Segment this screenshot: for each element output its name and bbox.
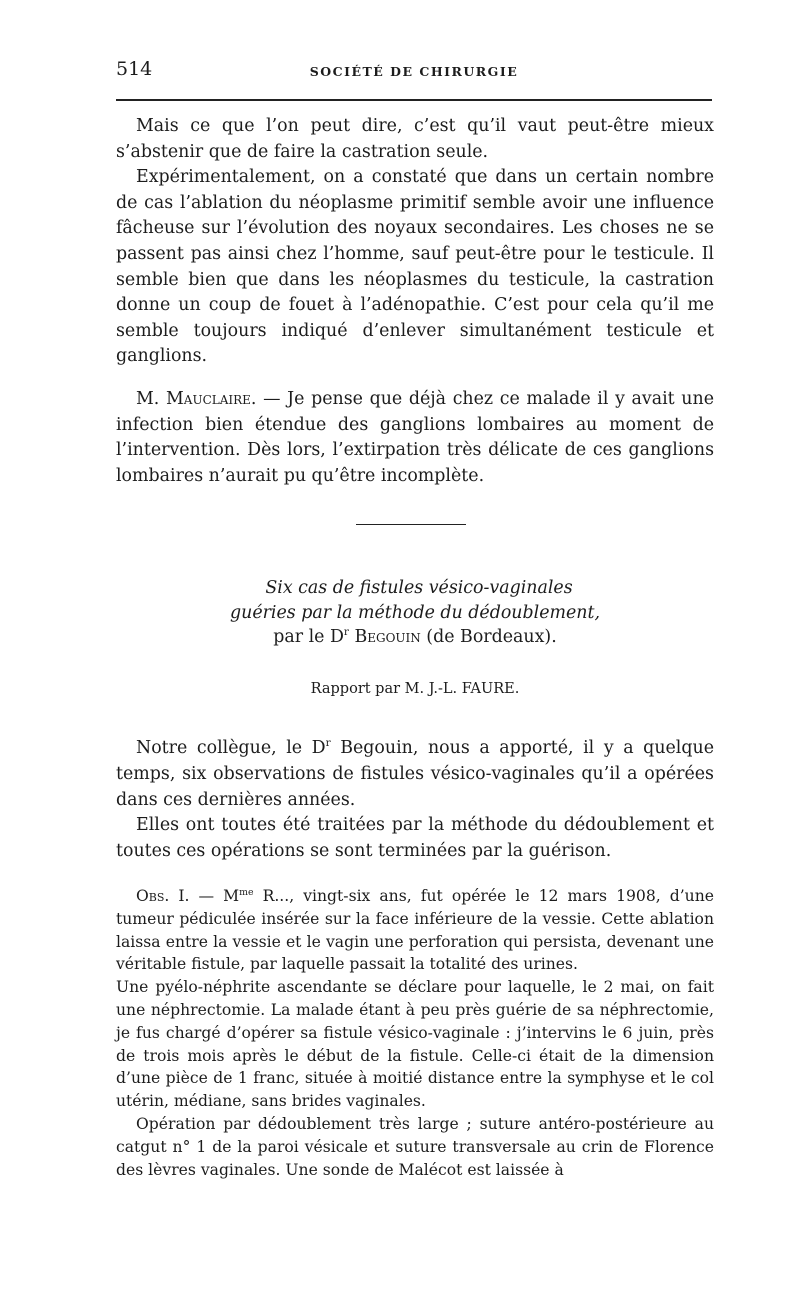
header-rule [116, 99, 712, 101]
report-p1-rest: Begouin, nous a apporté, il y a quelque temps, six observations de fistules vésico-vaginales qu’il a opérées dans ces dernières années. [116, 738, 714, 810]
article-title-line-1: Six cas de fistules vésico-vaginales [265, 578, 573, 598]
discussion-paragraph-2: Expérimentalement, on a constaté que dans un certain nombre de cas l’ablation du néoplasme primitif semble avoir une influence fâcheuse sur l’évolution des noyaux secondaires. Les choses ne se passent pas ainsi chez l’homme, sauf peut-être pour le testicule. Il semble bien que dans les néoplasmes du testicule, la castration donne un coup de fouet à l’adénopathie. C’est pour cela qu’il me semble toujours indiqué d’enlever simultanément testicule et ganglions. [116, 167, 714, 367]
article-author [116, 625, 714, 650]
running-head [116, 58, 712, 88]
observation-paragraph-2: Une pyélo-néphrite ascendante se déclare pour laquelle, le 2 mai, on fait une néphrectomie. La malade étant à peu près guérie de sa néphrectomie, je fus chargé d’opérer sa fistule vésico-vaginale : j’intervins le 6 juin, près de trois mois après le début de la fistule. Celle-ci était de la dimension d’une pièce de 1 franc, située à moitié distance entre la symphyse et le col utérin, médiane, sans brides vaginales. [116, 978, 714, 1111]
observation-dash: — M [189, 887, 240, 905]
report-paragraph-2: Elles ont toutes été traitées par la méthode du dédoublement et toutes ces opérations se sont terminées par la guérison. [116, 815, 714, 862]
page-number: 514 [116, 58, 153, 80]
observation-paragraph-3: Opération par dédoublement très large ; suture antéro-postérieure au catgut n° 1 de la paroi vésicale et suture transversale au crin de Florence des lèvres vaginales. Une sonde de Malécot est laissée à [116, 1114, 714, 1179]
article-heading [116, 576, 714, 650]
discussion-section [116, 114, 714, 489]
report-byline: Rapport par M. J.-L. FAURE. [310, 681, 520, 697]
article-title-line-2: guéries par la méthode du dédoublement, [229, 602, 600, 623]
speaker-name: M. Mauclaire. [136, 388, 257, 409]
author-name: Begouin [354, 627, 421, 647]
report-paragraph-1 [116, 736, 714, 813]
author-affiliation: (de Bordeaux). [420, 627, 557, 647]
report-p1-sup: r [325, 737, 331, 750]
discussion-paragraph-1: Mais ce que l’on peut dire, c’est qu’il vaut peut-être mieux s’abstenir que de faire la castration seule. [116, 116, 714, 162]
observation-1 [116, 885, 714, 1181]
observation-label: Obs. I. [136, 887, 190, 905]
author-prefix: par le D [273, 627, 344, 647]
report-p1-start: Notre collègue, le D [136, 738, 326, 758]
author-prefix-sup: r [343, 626, 349, 639]
observation-paragraph-1 [116, 885, 714, 976]
mauclaire-text: — Je pense que déjà chez ce malade il y avait une infection bien étendue des ganglions lombaires au moment de l’intervention. Dès lors, l’extirpation très délicate de ces ganglions lombaires n’aurait pu qu’être incomplète. [116, 388, 714, 486]
observation-sup: me [239, 886, 254, 898]
mauclaire-paragraph [116, 387, 714, 489]
section-divider [356, 524, 466, 525]
journal-title: SOCIÉTÉ DE CHIRURGIE [309, 64, 519, 79]
observation-p1-text: R..., vingt-six ans, fut opérée le 12 mars 1908, d’une tumeur pédiculée insérée sur la face inférieure de la vessie. Cette ablation laissa entre la vessie et le vagin une perforation qui persista, devenant une véritable fistule, par laquelle passait la totalité des urines. [116, 887, 714, 974]
report-body [116, 736, 714, 865]
